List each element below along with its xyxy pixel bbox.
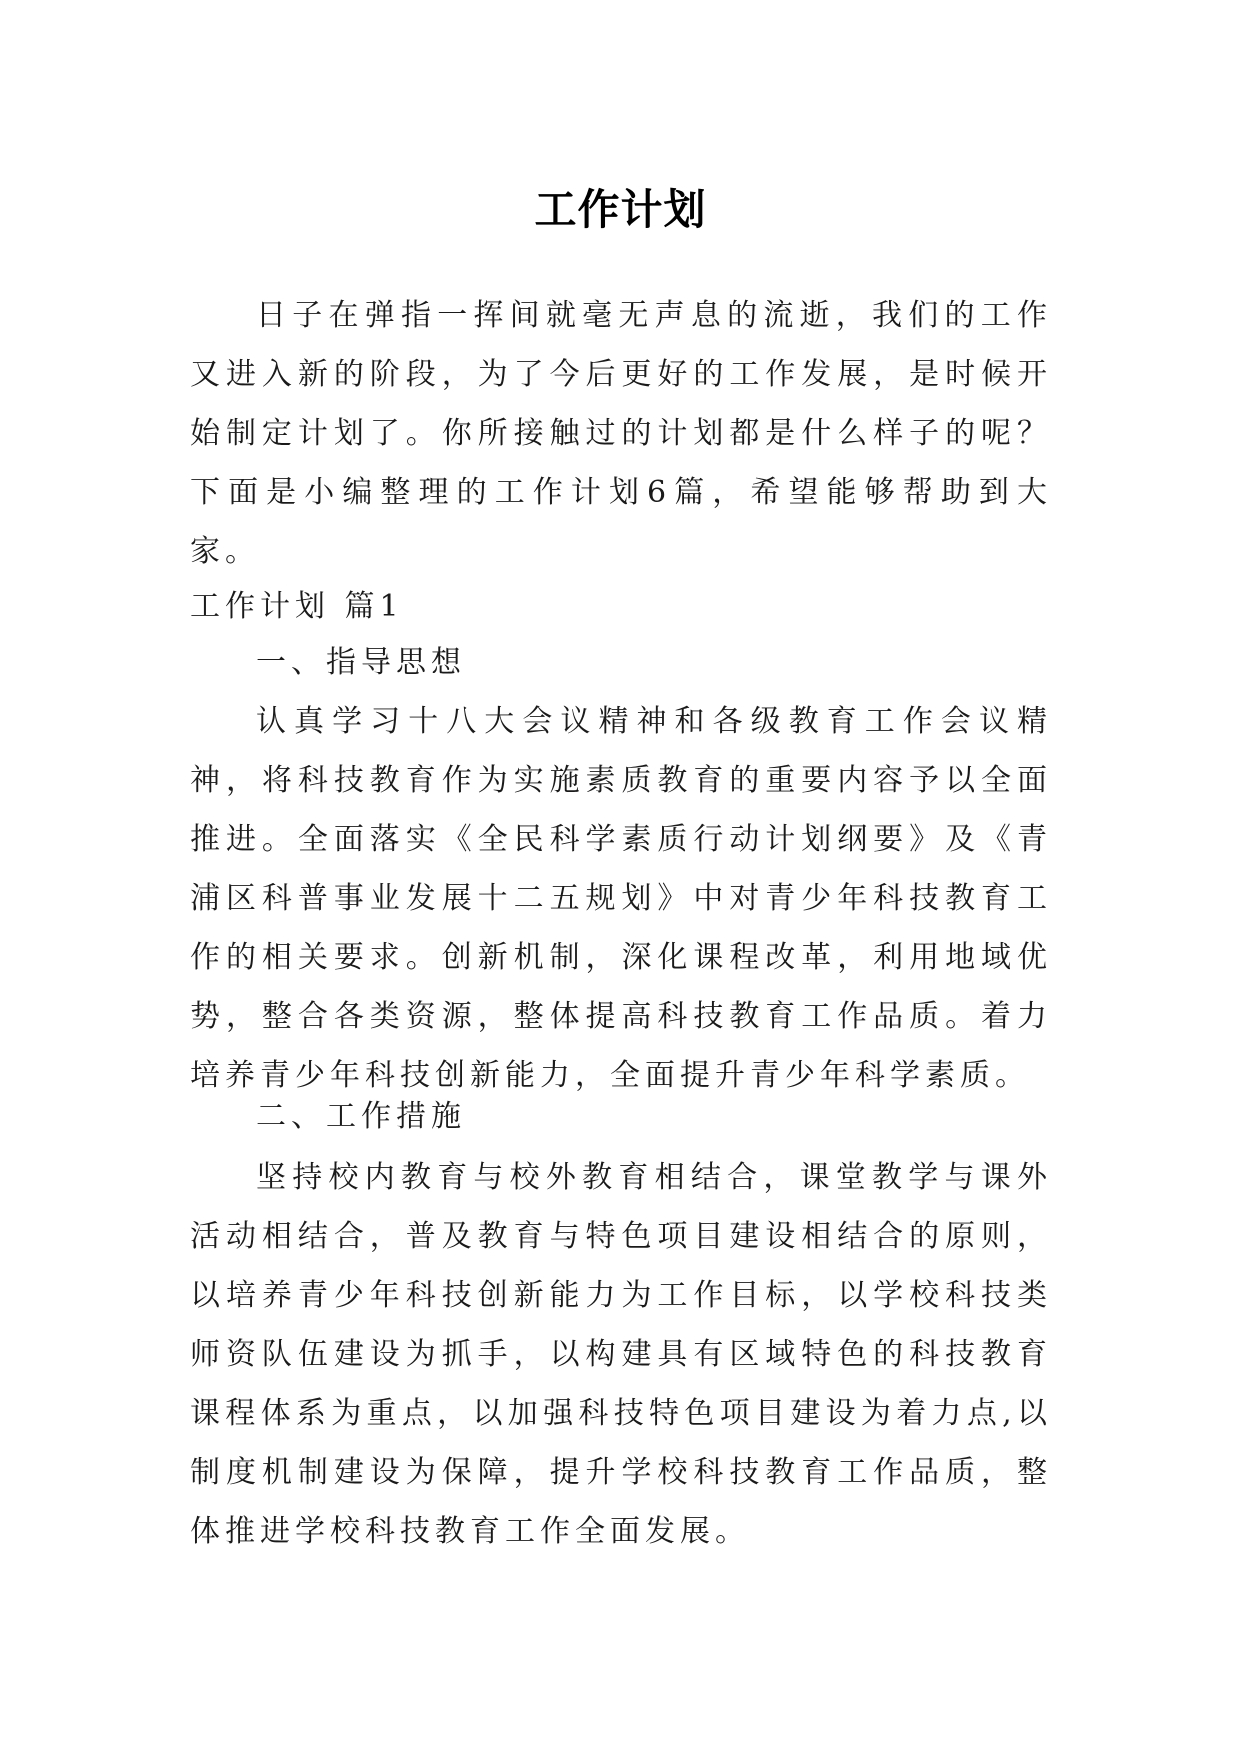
subsection-heading-work-measures: 二、工作措施 (256, 1099, 466, 1134)
document-title: 工作计划 (534, 185, 707, 235)
subsection-heading-guiding-ideology: 一、指导思想 (256, 645, 466, 680)
subsection-paragraph-guiding-ideology: 认真学习十八大会议精神和各级教育工作会议精神，将科技教育作为实施素质教育的重要内容予以全面推进。全面落实《全民科学素质行动计划纲要》及《青浦区科普事业发展十二五规划》中对青少年科技教育工作的相关要求。创新机制，深化课程改革，利用地域优势，整合各类资源，整体提高科技教育工作品质。着力培养青少年科技创新能力，全面提升青少年科学素质。 (190, 704, 1052, 1093)
section-heading: 工作计划 篇1 (190, 589, 404, 624)
intro-paragraph: 日子在弹指一挥间就毫无声息的流逝，我们的工作又进入新的阶段，为了今后更好的工作发展，是时候开始制定计划了。你所接触过的计划都是什么样子的呢？下面是小编整理的工作计划6篇，希望能够帮助到大家。 (190, 298, 1052, 569)
subsection-paragraph-work-measures: 坚持校内教育与校外教育相结合，课堂教学与课外活动相结合，普及教育与特色项目建设相结合的原则，以培养青少年科技创新能力为工作目标，以学校科技类师资队伍建设为抓手，以构建具有区域特色的科技教育课程体系为重点，以加强科技特色项目建设为着力点,以制度机制建设为保障，提升学校科技教育工作品质，整体推进学校科技教育工作全面发展。 (190, 1160, 1052, 1549)
